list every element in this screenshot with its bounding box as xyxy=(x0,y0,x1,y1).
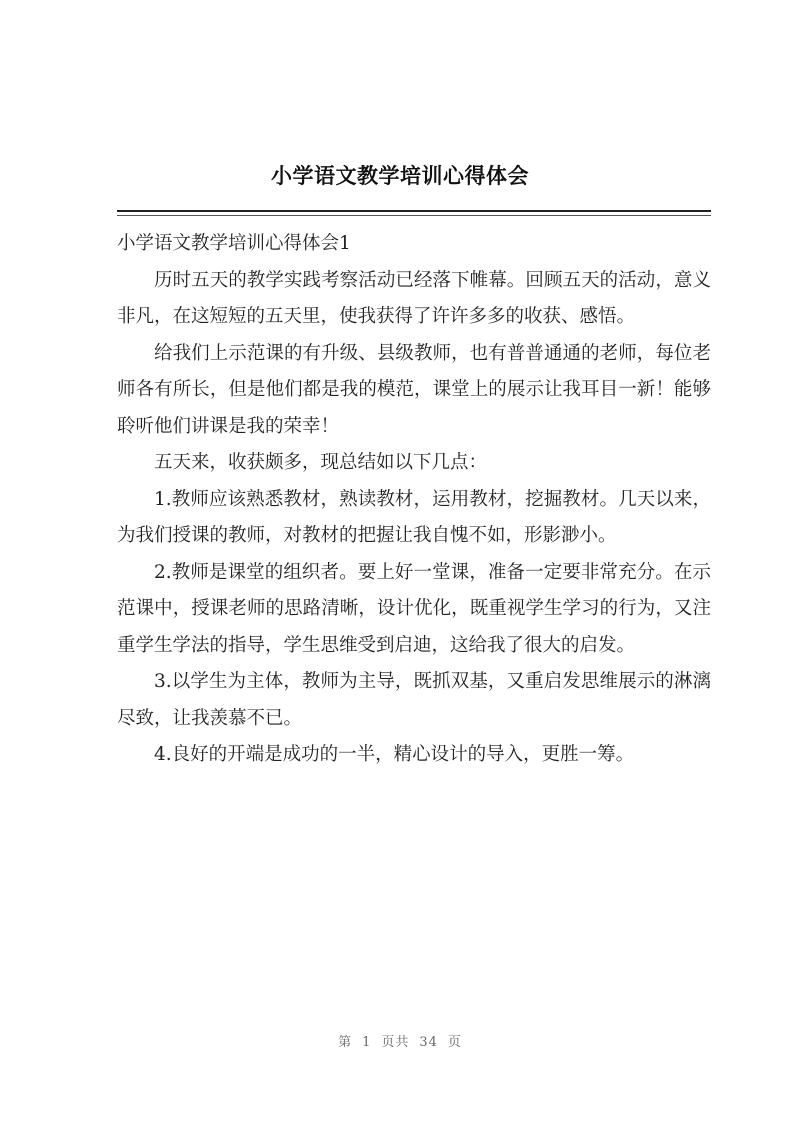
paragraph: 历时五天的教学实践考察活动已经落下帷幕。回顾五天的活动，意义非凡，在这短短的五天里，使我获得了许许多多的收获、感悟。 xyxy=(117,269,711,327)
document-body xyxy=(117,226,711,774)
total-pages-number: 34 xyxy=(419,1035,438,1050)
paragraph: 4.良好的开端是成功的一半，精心设计的导入，更胜一筹。 xyxy=(154,744,635,765)
page-footer xyxy=(0,1031,800,1050)
page-label-suffix: 页 xyxy=(447,1035,462,1050)
title-divider-thin xyxy=(117,215,711,216)
page-label-prefix: 第 xyxy=(338,1035,353,1050)
section-subtitle: 小学语文教学培训心得体会1 xyxy=(117,233,351,254)
current-page-number: 1 xyxy=(362,1035,372,1050)
title-divider xyxy=(117,210,711,212)
paragraph: 3.以学生为主体，教师为主导，既抓双基，又重启发思维展示的淋漓尽致，让我羡慕不已。 xyxy=(117,671,711,729)
paragraph: 给我们上示范课的有升级、县级教师，也有普普通通的老师，每位老师各有所长，但是他们都是我的模范，课堂上的展示让我耳目一新！能够聆听他们讲课是我的荣幸！ xyxy=(117,342,711,437)
page-label-middle: 页共 xyxy=(381,1035,410,1050)
document-title: 小学语文教学培训心得体会 xyxy=(271,163,529,188)
paragraph: 1.教师应该熟悉教材，熟读教材，运用教材，挖掘教材。几天以来，为我们授课的教师，对教材的把握让我自愧不如，形影渺小。 xyxy=(117,488,711,546)
paragraph: 五天来，收获颇多，现总结如以下几点： xyxy=(154,452,488,473)
paragraph: 2.教师是课堂的组织者。要上好一堂课，准备一定要非常充分。在示范课中，授课老师的思路清晰，设计优化，既重视学生学习的行为，又注重学生学法的指导，学生思维受到启迪，这给我了很大的启发。 xyxy=(117,561,711,656)
